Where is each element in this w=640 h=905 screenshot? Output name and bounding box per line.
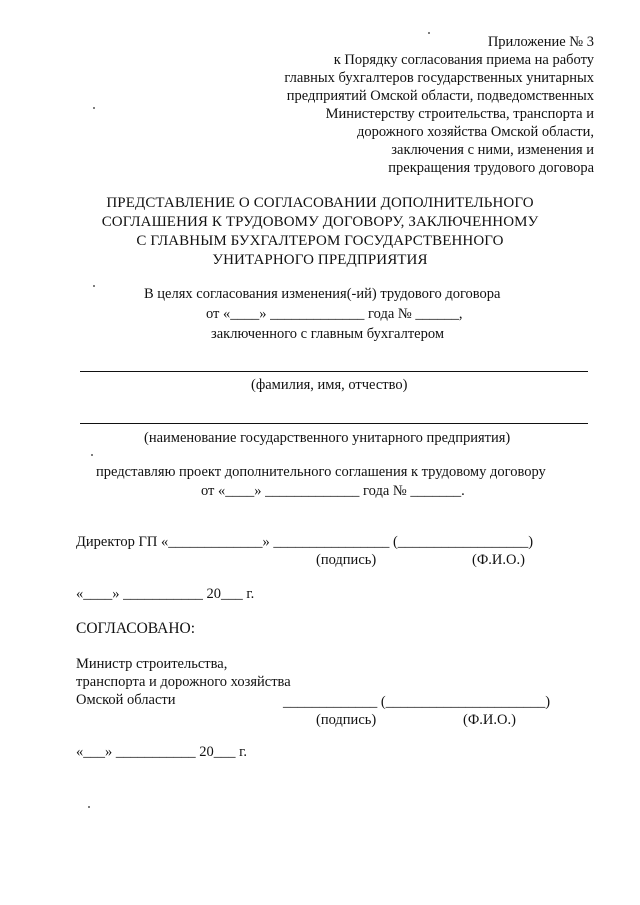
header-line-6: дорожного хозяйства Омской области,: [357, 124, 594, 140]
scan-speck: [428, 32, 430, 34]
header-line-4: предприятий Омской области, подведомственных: [286, 88, 594, 104]
director-date-line: «____» ___________ 20___ г.: [76, 586, 255, 602]
title-line-1: ПРЕДСТАВЛЕНИЕ О СОГЛАСОВАНИИ ДОПОЛНИТЕЛЬНОГО: [106, 195, 534, 211]
minister-fio-caption: (Ф.И.О.): [463, 712, 516, 728]
minister-line-1: Министр строительства,: [76, 656, 228, 672]
header-line-5: Министерству строительства, транспорта и: [325, 106, 594, 122]
header-line-3: главных бухгалтеров государственных унитарных: [284, 70, 594, 86]
title-line-2: СОГЛАШЕНИЯ К ТРУДОВОМУ ДОГОВОРУ, ЗАКЛЮЧЕННОМУ: [101, 214, 539, 230]
agreed-heading: СОГЛАСОВАНО:: [76, 620, 196, 637]
title-line-4: УНИТАРНОГО ПРЕДПРИЯТИЯ: [212, 252, 428, 268]
proposal-line-2: от «____» _____________ года № _______.: [201, 483, 465, 499]
scan-speck: [93, 285, 95, 287]
director-fio-caption: (Ф.И.О.): [472, 552, 525, 568]
minister-line-2: транспорта и дорожного хозяйства: [76, 674, 291, 690]
minister-line-3: Омской области: [76, 692, 176, 708]
minister-date-line: «___» ___________ 20___ г.: [76, 744, 248, 760]
scan-speck: [91, 454, 93, 456]
minister-signature-line: _____________ (______________________): [283, 694, 551, 710]
fio-caption: (фамилия, имя, отчество): [251, 377, 408, 393]
enterprise-field-line[interactable]: [80, 423, 588, 424]
header-line-7: заключения с ними, изменения и: [391, 142, 594, 158]
enterprise-caption: (наименование государственного унитарного предприятия): [144, 430, 511, 446]
intro-line-3: заключенного с главным бухгалтером: [211, 326, 445, 342]
title-line-3: С ГЛАВНЫМ БУХГАЛТЕРОМ ГОСУДАРСТВЕННОГО: [136, 233, 504, 249]
minister-sign-caption: (подпись): [316, 712, 377, 728]
header-line-2: к Порядку согласования приема на работу: [333, 52, 594, 68]
proposal-line-1: представляю проект дополнительного соглашения к трудовому договору: [96, 464, 546, 480]
intro-line-1: В целях согласования изменения(-ий) трудового договора: [144, 286, 501, 302]
director-signature-line: Директор ГП «_____________» ________________ (__________________): [76, 534, 534, 550]
header-line-8: прекращения трудового договора: [388, 160, 594, 176]
scan-speck: [93, 107, 95, 109]
fio-field-line[interactable]: [80, 371, 588, 372]
header-line-1: Приложение № 3: [487, 34, 594, 50]
scan-speck: [88, 806, 90, 808]
intro-line-2: от «____» _____________ года № ______,: [206, 306, 463, 322]
director-sign-caption: (подпись): [316, 552, 377, 568]
